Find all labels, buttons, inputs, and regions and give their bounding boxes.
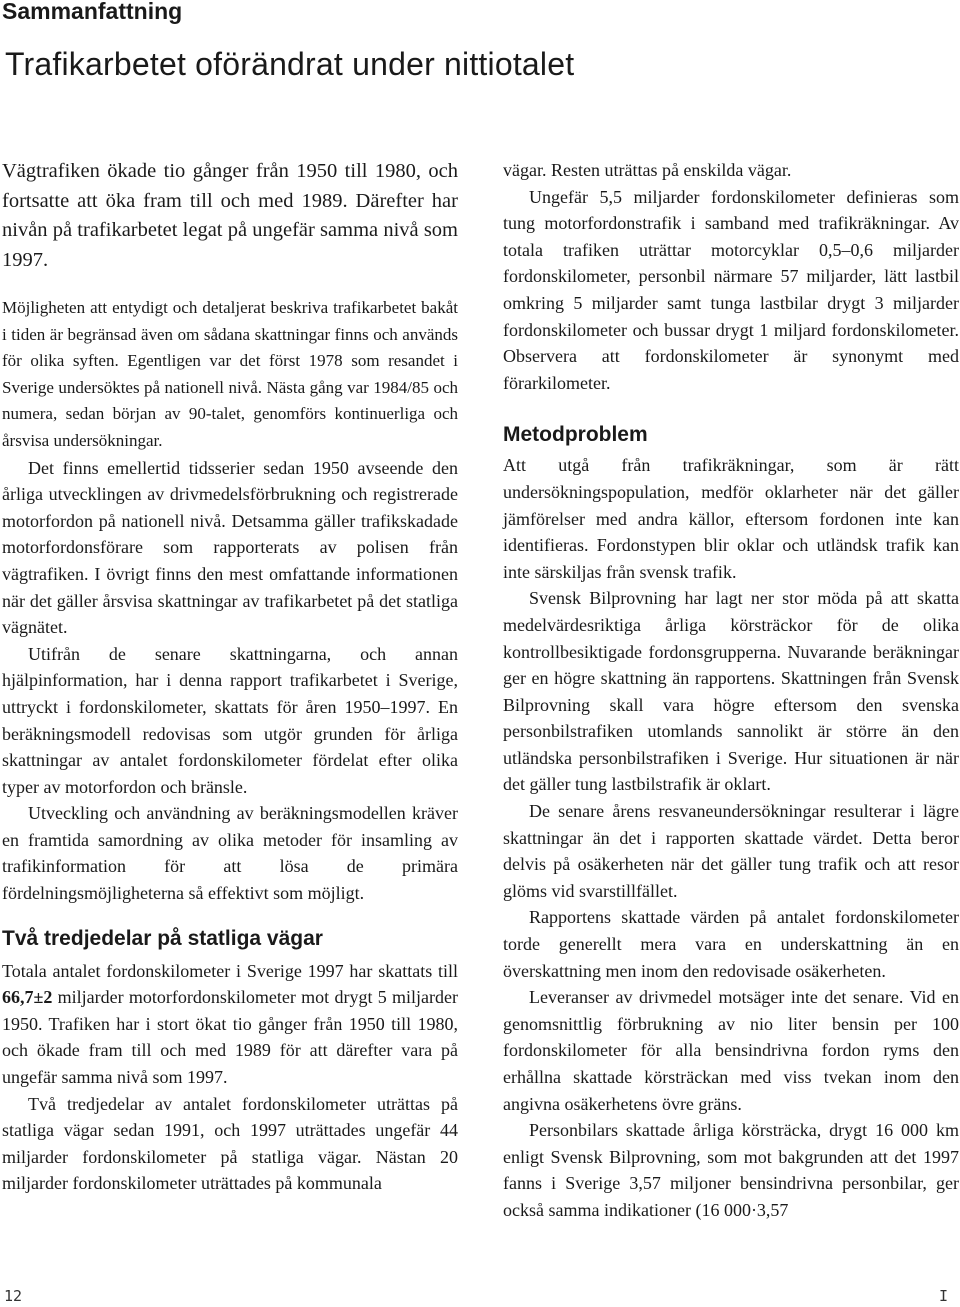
paragraph: Utifrån de senare skattningarna, och annan hjälpinformation, har i denna rapport trafikarbetet i Sverige, uttryckt i fordonskilometer, skattats för åren 1950–1997. En beräkningsmodell redovisas som utgör grunden för årliga skattningar av antalet fordonskilometer fördelat efter olika typer av motorfordon och bränsle. [2, 643, 458, 797]
paragraph: Svensk Bilprovning har lagt ner stor möda på att skatta medelvärdesriktiga årliga körsträckor för de olika kontrollbesiktigade fordonsgrupperna. Nuvarande beräkningar ger en högre skattning än rapportens. Skattningen från Svensk Bilprovning skall vara högre eftersom den svenska personbilstrafiken utomlands sannolikt är större än den utländska personbilstrafiken i Sverige. Hur situationen är när det gäller tung lastbilstrafik är oklart. [503, 588, 959, 795]
paragraph: Rapportens skattade värden på antalet fordonskilometer torde generellt mera vara en underskattning än en överskattning men inom den redovisade osäkerheten. [503, 907, 959, 981]
paragraph: Leveranser av drivmedel motsäger inte det senare. Vid en genomsnittlig förbrukning av nio liter bensin per 100 fordonskilometer för alla bensindrivna fordon ryms den erhållna skattade körsträckan med viss tvekan inom den angivna osäkerhetens övre gräns. [503, 987, 959, 1114]
paragraph: Det finns emellertid tidsserier sedan 1950 avseende den årliga utvecklingen av drivmedelsförbrukning och registrerade motorfordon på nationell nivå. Detsamma gäller trafikskadade motorfordonsförare som rapporterats av polisen från vägtrafiken. I övrigt finns den mest omfattande informationen när det gäller årsvisa skattningar av trafikarbetet på det statliga vägnätet. [2, 457, 458, 638]
section-heading: Två tredjedelar på statliga vägar [2, 926, 323, 950]
paragraph: vägar. Resten uträttas på enskilda vägar. [503, 160, 792, 180]
paragraph: De senare årens resvaneundersökningar resulterar i lägre skattningar än det i rapporten skattade värdet. Detta beror delvis på osäkerheten när det gäller tung trafik och att resor glöms vid svarstillfället. [503, 801, 959, 901]
left-column [2, 157, 458, 1197]
right-column [503, 157, 959, 1224]
page-number: 12 [4, 1287, 23, 1305]
paragraph-text: Totala antalet fordonskilometer i Sverige 1997 har skattats till [2, 960, 458, 981]
footer-marker: I [938, 1287, 948, 1305]
lede-paragraph: Vägtrafiken ökade tio gånger från 1950 till 1980, och fortsatte att öka fram till och med 1989. Därefter har nivån på trafikarbetet legat på ungefär samma nivå som 1997. [2, 160, 458, 271]
paragraph-text: miljarder motorfordonskilometer mot drygt 5 miljarder 1950. Trafiken har i stort ökat tio gånger från 1950 till 1980, och ökade fram till och med 1989 för att därefter vara på ungefär samma nivå som 1997. [2, 987, 458, 1088]
paragraph: Utveckling och användning av beräkningsmodellen kräver en framtida samordning av olika metoder för insamling av trafikinformation för att lösa de primära fördelningsmöjligheterna så effektivt som möjligt. [2, 803, 458, 904]
section-label: Sammanfattning [2, 0, 183, 24]
paragraph: Personbilars skattade årliga körsträcka, drygt 16 000 km enligt Svensk Bilprovning, som mot bakgrunden att det 1997 fanns i Sverige 3,57 miljoner bensindrivna personbilar, ger också samma indikationer (16 000·3,57 [503, 1120, 959, 1220]
estimate-value: 66,7±2 [2, 987, 53, 1008]
paragraph [2, 958, 458, 1091]
paragraph: Möjligheten att entydigt och detaljerat beskriva trafikarbetet bakåt i tiden är begränsad även om sådana skattningar finns och används för olika syften. Egentligen var det först 1978 som resandet i Sverige undersöktes på nationell nivå. Nästa gång var 1984/85 och numera, sedan början av 90-talet, genomförs kontinuerliga och årsvisa undersökningar. [2, 298, 458, 450]
paragraph: Ungefär 5,5 miljarder fordonskilometer definieras som tung motorfordonstrafik i samband med trafikräkningar. Av totala trafiken uträttar motorcyklar 0,5–0,6 miljarder fordonskilometer, personbil närmare 57 miljarder, lätt lastbil omkring 5 miljarder samt tunga lastbilar drygt 3 miljarder fordonskilometer och bussar drygt 1 miljard fordonskilometer. Observera att fordonskilometer är synonymt med förarkilometer. [503, 186, 959, 393]
section-heading: Metodproblem [503, 423, 648, 447]
paragraph: Att utgå från trafikräkningar, som är rätt undersökningspopulation, medför oklarheter när det gäller jämförelser med andra källor, eftersom fordonen inte kan identifieras. Fordonstypen blir oklar och utländsk trafik kan inte särskiljas från svensk trafik. [503, 455, 959, 582]
paragraph: Två tredjedelar av antalet fordonskilometer uträttas på statliga vägar sedan 1991, och 1997 uträttades ungefär 44 miljarder fordonskilometer på statliga vägar. Nästan 20 miljarder fordonskilometer uträttades på kommunala [2, 1093, 458, 1194]
page-title: Trafikarbetet oförändrat under nittiotalet [5, 46, 575, 82]
